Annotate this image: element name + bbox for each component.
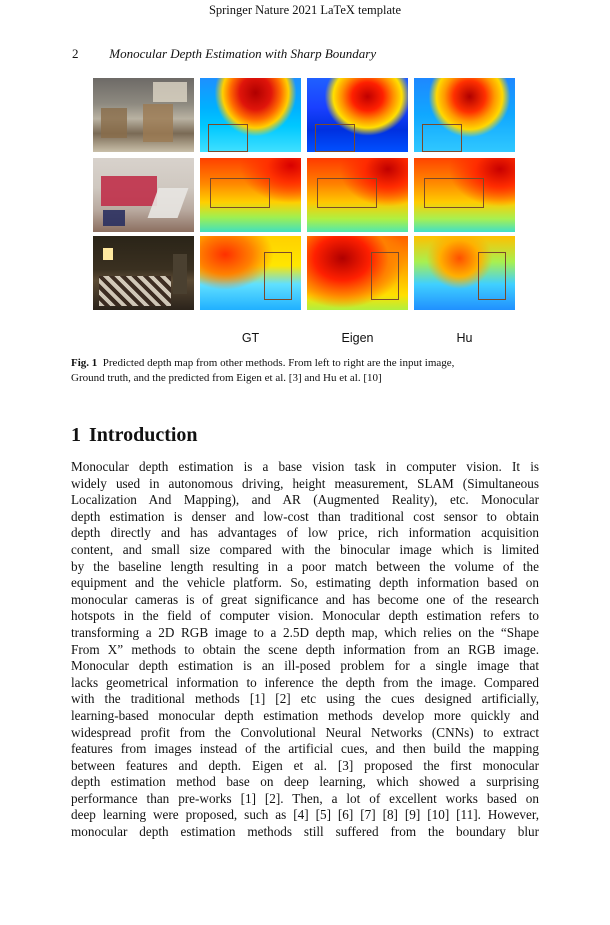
body-line: From X” methods to obtain the scene depth information from an RGB image. [71,641,539,657]
body-line: lacks geometrical information to inference the depth from the image. Compared [71,674,539,690]
figure-caption [71,356,539,386]
gt-depth-bunk-bed [200,158,301,232]
body-line: transforming a 2D RGB image to a 2.5D depth map, which relies on the “Shape [71,624,539,640]
running-head [72,46,532,62]
gt-depth-dining-room [200,78,301,152]
hu-depth-bunk-bed [414,158,515,232]
gt-depth-bedroom [200,236,301,310]
body-line: depth directly and has advantages of low price, rich information acquisition [71,525,539,541]
body-line: deep learning were proposed, such as [4] [5] [6] [7] [8] [9] [10] [11]. However, [71,807,539,823]
caption-line-2: Ground truth, and the predicted from Eigen et al. [3] and Hu et al. [10] [71,372,382,384]
figure-1 [93,78,513,348]
section-heading [71,424,198,447]
eigen-depth-bunk-bed [307,158,408,232]
eigen-depth-bedroom [307,236,408,310]
input-image-bedroom [93,236,194,310]
page-number: 2 [72,46,79,61]
caption-label: Fig. 1 [71,357,98,369]
body-line: by the baseline length resulting in a poor match between the volume of the [71,558,539,574]
column-label-hu: Hu [456,331,473,345]
body-line: monocular cameras is of great significance and has become one of the research [71,591,539,607]
body-line: hotspots in the field of computer vision. Monocular depth estimation refers to [71,608,539,624]
column-label-eigen: Eigen [341,331,374,345]
body-line: depth estimation is denser and low-cost than traditional cost sensor to obtain [71,508,539,524]
input-image-dining-room [93,78,194,152]
body-line: learning-based monocular depth estimation methods develop more quickly and [71,707,539,723]
body-line: between features and depth. Eigen et al. [3] proposed the first monocular [71,757,539,773]
hu-depth-bedroom [414,236,515,310]
body-line: performance than pre-works [1] [2]. Then, a lot of excellent works based on [71,790,539,806]
body-line: features from images instead of the artificial cues, and then build the mapping [71,741,539,757]
body-line: widely used in autonomous driving, height measurement, SLAM (Simultaneous [71,475,539,491]
body-line: widespread profit from the Convolutional Neural Networks (CNNs) to extract [71,724,539,740]
input-image-bunk-bed [93,158,194,232]
section-title: Introduction [89,424,198,446]
section-number: 1 [71,424,81,446]
body-line: Monocular depth estimation is a base vision task in computer vision. It is [71,459,539,474]
running-title: Monocular Depth Estimation with Sharp Boundary [109,46,377,61]
body-line: with the traditional methods [1] [2] etc using the cues designed artificially, [71,691,539,707]
page-header: Springer Nature 2021 LaTeX template [208,3,402,17]
body-line: monocular depth estimation methods still suffered from the boundary blur [71,824,539,840]
caption-line-1: Predicted depth map from other methods. From left to right are the input image, [102,357,455,369]
introduction-paragraph [71,459,539,841]
column-label-gt: GT [241,331,260,345]
hu-depth-dining-room [414,78,515,152]
body-line: depth estimation method base on deep learning, which showed a surprising [71,774,539,790]
body-line: equipment and the vehicle platform. So, estimating depth information based on [71,575,539,591]
body-line: content, and small size compared with the binocular image which is limited [71,541,539,557]
body-line: Monocular depth estimation is an ill-posed problem for a single image that [71,658,539,674]
eigen-depth-dining-room [307,78,408,152]
body-line: Localization And Mapping), and AR (Augmented Reality), etc. Monocular [71,492,539,508]
